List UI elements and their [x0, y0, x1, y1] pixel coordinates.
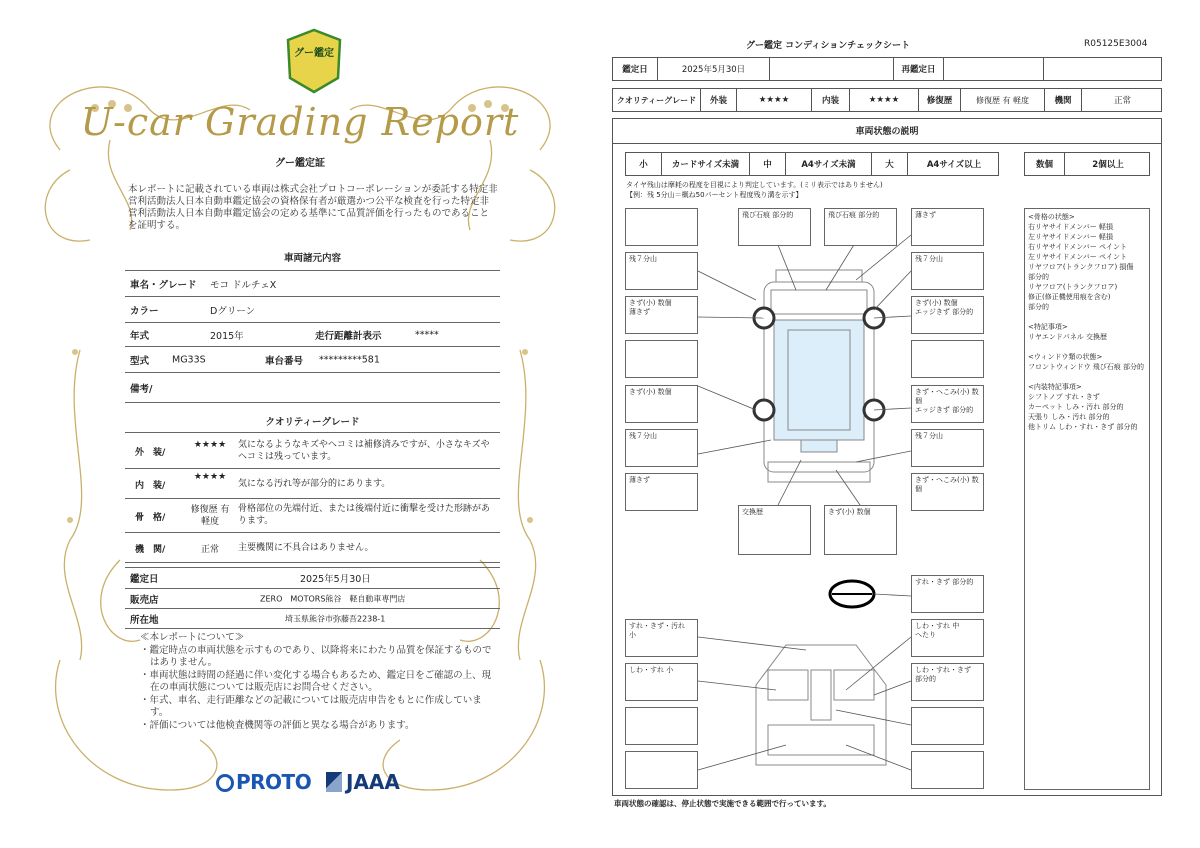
exterior-note-box: きず・へこみ(小) 数個 エッジきず 部分的	[911, 385, 984, 423]
exterior-note-box: きず(小) 数個	[824, 505, 897, 555]
quality-row-engine: 機 関/ 正常 主要機関に不具合はありません。	[125, 533, 500, 563]
date-row: 鑑定日 2025年5月30日 再鑑定日	[612, 57, 1162, 81]
note-item: ・年式、車名、走行距離などの記載については販売店申告をもとに作成しています。	[140, 694, 482, 718]
exterior-note-box: 残７分山	[911, 429, 984, 467]
interior-note-box	[911, 707, 984, 745]
interior-note-box: すれ・きず・汚れ 小	[625, 619, 698, 657]
spec-row-color: カラー Dグリーン	[125, 297, 500, 323]
note-item: ・車両状態は時間の経過に伴い変化する場合もあるため、鑑定日をご確認の上、現在の車両状態については販売店にお問合せください。	[140, 669, 492, 693]
exterior-note-box	[625, 340, 698, 378]
report-notes: ≪本レポートについて≫ ・鑑定時点の車両状態を示すものであり、以降将来にわたり品質を保証するものではありません。 ・車両状態は時間の経過に伴い変化する場合もあるため、鑑定日をご確認の上、現在の車両状態については販売店にお問合せください。 ・年式、車名、走行距離などの記載については販売店申告をもとに作成しています。 ・評価については他検査機関等の評価と異なる場合があります。	[140, 632, 500, 732]
interior-note-box: すれ・きず 部分的	[911, 575, 984, 613]
note-item: ・評価については他検査機関等の評価と異なる場合があります。	[140, 719, 415, 731]
exterior-note-box: 残７分山	[625, 252, 698, 290]
exterior-note-box: きず(小) 数個 エッジきず 部分的	[911, 296, 984, 334]
exterior-note-box: 薄きず	[625, 473, 698, 511]
interior-note-box: しわ・すれ 中 へたり	[911, 619, 984, 657]
certificate-heading: グー鑑定証	[275, 158, 325, 169]
proto-logo: PROTO	[216, 770, 311, 794]
exterior-note-box: きず(小) 数個 薄きず	[625, 296, 698, 334]
exterior-note-box: 残７分山	[911, 252, 984, 290]
size-legend: 小 カードサイズ未満 中 A4サイズ未満 大 A4サイズ以上	[625, 152, 999, 176]
sheet-code: R05125E3004	[1084, 39, 1148, 49]
sheet-title: グー鑑定 コンディションチェックシート	[746, 41, 910, 51]
quality-row-exterior: 外 装/ ★★★★ 気になるようなキズやヘコミは補修済みですが、小さなキズやヘコミは残っています。	[125, 433, 500, 469]
interior-note-box	[625, 707, 698, 745]
condition-check-sheet	[606, 0, 1200, 848]
spec-row-name: 車名・グレード モコ ドルチェX	[125, 271, 500, 297]
exterior-note-box	[625, 208, 698, 246]
interior-note-box	[911, 751, 984, 789]
note-item: ・鑑定時点の車両状態を示すものであり、以降将来にわたり品質を保証するものではありません。	[140, 644, 492, 668]
report-title: U-car Grading Report	[80, 100, 520, 144]
spec-row-model: 型式 MG33S 車台番号 *********581	[125, 347, 500, 373]
state-heading: 車両状態の説明	[612, 118, 1162, 144]
interior-note-box: しわ・すれ 小	[625, 663, 698, 701]
exterior-note-box	[911, 340, 984, 378]
interior-note-box: しわ・すれ・きず 部分的	[911, 663, 984, 701]
tire-example: 【例：残 5分山＝概ね50パーセント程度残り溝を示す】	[626, 191, 803, 199]
quality-section-title: クオリティーグレード	[265, 417, 360, 428]
exterior-note-box: 飛び石痕 部分的	[824, 208, 897, 246]
quality-row-interior: 内 装/ ★★★★ 気になる汚れ等が部分的にあります。	[125, 469, 500, 499]
spec-row-remarks: 備考/	[125, 373, 500, 403]
exterior-note-box: 残７分山	[625, 429, 698, 467]
exterior-note-box: 薄きず	[911, 208, 984, 246]
footer-row-address: 所在地 埼玉県熊谷市弥藤吾2238-1	[125, 609, 500, 629]
tire-note: タイヤ残山は摩耗の程度を目視により判定しています。(ミリ表示ではありません)	[626, 181, 883, 189]
certificate-intro: 本レポートに記載されている車両は株式会社プロトコーポレーションが委託する特定非営利活動法人日本自動車鑑定協会の資格保有者が厳選かつ公平な検査を行った特定非営利活動法人日本自動車鑑定協会の定める基準にて品質評価を行ったものであることを証明する。	[128, 184, 498, 231]
exterior-note-box: 飛び石痕 部分的	[738, 208, 811, 246]
footer-row-date: 鑑定日 2025年5月30日	[125, 567, 500, 589]
goo-kantei-badge: グー鑑定	[294, 48, 334, 59]
sheet-footer-note: 車両状態の確認は、停止状態で実施できる範囲で行っています。	[614, 799, 831, 808]
footer-row-shop: 販売店 ZERO MOTORS熊谷 軽自動車専門店	[125, 589, 500, 609]
count-legend: 数個 2個以上	[1024, 152, 1150, 176]
jaaa-logo: JAAA	[326, 770, 400, 794]
exterior-note-box: きず・へこみ(小) 数個	[911, 473, 984, 511]
condition-notes: <骨格の状態> 右リヤサイドメンバー 軽損 左リヤサイドメンバー 軽損 右リヤサイドメンバー ペイント 左リヤサイドメンバー ペイント リヤフロア(トランクフロア) 損傷 部分的 リヤフロア(トランクフロア) 修正(修正機使用痕を含む) 部分的 <特記事項> リヤエンドパネル 交換歴 <ウィンドウ類の状態> フロントウィンドウ 飛び石痕 部分的 <内装特記事項> シフトノブ すれ・きず カーペット しみ・汚れ 部分的 天張り しみ・汚れ 部分的 他トリム しわ・すれ・きず 部分的	[1024, 208, 1150, 790]
exterior-note-box: きず(小) 数個	[625, 385, 698, 423]
interior-note-box	[625, 751, 698, 789]
grade-row: クオリティーグレード 外装 ★★★★ 内装 ★★★★ 修復歴 修復歴 有 軽度 機関 正常	[612, 88, 1162, 112]
spec-row-year: 年式 2015年 走行距離計表示 *****	[125, 323, 500, 347]
exterior-note-box: 交換歴	[738, 505, 811, 555]
quality-row-frame: 骨 格/ 修復歴 有 軽度 骨格部位の先端付近、または後端付近に衝撃を受けた形跡があります。	[125, 499, 500, 533]
spec-section-title: 車両諸元内容	[283, 253, 341, 264]
